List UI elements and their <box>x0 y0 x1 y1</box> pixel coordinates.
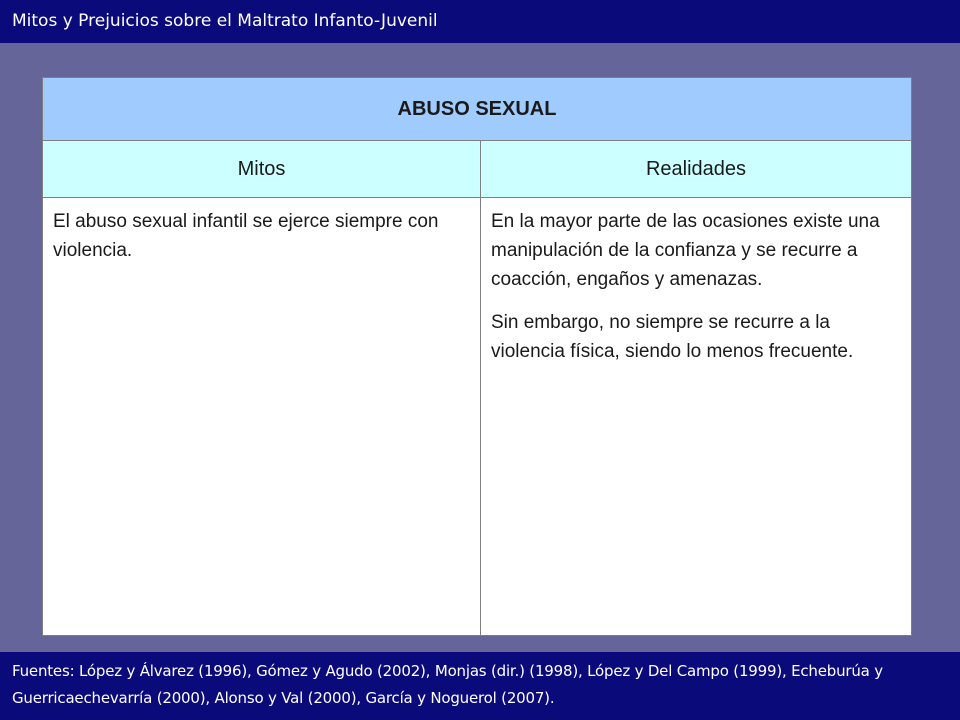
reality-text-1: En la mayor parte de las ocasiones existe una manipulación de la confianza y se recurre a coacción, engaños y amenazas. <box>491 211 880 290</box>
myth-cell <box>43 198 481 635</box>
myth-text: El abuso sexual infantil se ejerce siempre con violencia. <box>53 211 439 261</box>
reality-cell <box>481 198 911 635</box>
slide-title: Mitos y Prejuicios sobre el Maltrato Infanto-Juvenil <box>0 0 960 43</box>
column-header-realidades: Realidades <box>481 141 911 198</box>
table-title: ABUSO SEXUAL <box>43 78 911 141</box>
myth-reality-table <box>42 77 912 636</box>
column-header-mitos: Mitos <box>43 141 481 198</box>
reality-text-2: Sin embargo, no siempre se recurre a la violencia física, siendo lo menos frecuente. <box>491 312 854 362</box>
sources-footer: Fuentes: López y Álvarez (1996), Gómez y Agudo (2002), Monjas (dir.) (1998), López y Del Campo (1999), Echeburúa y Guerricaechevarría (2000), Alonso y Val (2000), García y Noguerol (2007). <box>0 652 960 720</box>
